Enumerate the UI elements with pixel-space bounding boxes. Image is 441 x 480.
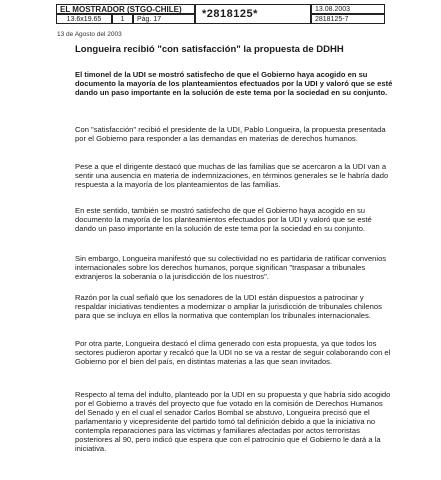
article-dateline: 13 de Agosto del 2003 — [57, 31, 122, 38]
publication-name: EL MOSTRADOR (STGO-CHILE) — [56, 4, 195, 14]
article-paragraph: Razón por la cual señaló que los senadores de la UDI están dispuestos a patrocinar y respaldar iniciativas tendientes a modernizar o ampliar la jurisdicción de tribunales chilenos para que se incluya en ellos la normativa que contemplan los tribunales internacionales. — [75, 293, 382, 320]
article-paragraph: Respecto al tema del indulto, planteado por la UDI en su propuesta y que habría sido acogido por el Gobierno a través del proyecto que fue votado en la comisión de Derechos Humanos del Senado y en el cual el senador Carlos Bombal se abstuvo, Longueira precisó que el parlamentario y vicepresidente del partido tomó tal definición debido a que la iniciativa no contempla reparaciones para las víctimas y familiares afectadas por actos terroristas posteriores al 90, pero indicó que espera que con el patrocinio que el Gobierno le dará a la iniciativa. — [75, 390, 391, 453]
article-paragraph: Pese a que el dirigente destacó que muchas de las familias que se acercaron a la UDI van a sentir una ausencia en materia de indemnizaciones, en términos generales se le habría dado respuesta a la mayoría de los planteamientos de las familias. — [75, 162, 389, 189]
article-title: Longueira recibió "con satisfacción" la propuesta de DDHH — [75, 44, 344, 55]
column-number: 1 — [112, 14, 133, 24]
article-lead: El timonel de la UDI se mostró satisfecho de que el Gobierno haya acogido en su documento la mayoría de los planteamientos efectuados por la UDI y valoró que se esté dando un paso importante en la solución de este tema por la sociedad en su conjunto. — [75, 70, 393, 97]
clipping-date: 13.08.2003 — [311, 4, 385, 14]
article-paragraph: Con "satisfacción" recibió el presidente de la UDI, Pablo Longueira, la propuesta presentada por el Gobierno para responder a las demandas en materias de derechos humanos. — [75, 125, 386, 143]
article-paragraph: En este sentido, también se mostró satisfecho de que el Gobierno haya acogido en su documento la mayoría de los planteamientos efectuados por la UDI y valoró que se esté dando un paso importante en la solución de este tema por la sociedad en su conjunto. — [75, 206, 372, 233]
clipping-reference: 2818125-7 — [311, 14, 385, 24]
article-paragraph: Por otra parte, Longueira destacó el clima generado con esta propuesta, ya que todos los sectores pudieron aportar y recalcó que la UDI no se va a restar de seguir colaborando con el Gobierno por el bien del país, en distintas materias a las que sean invitados. — [75, 339, 391, 366]
clipping-dimensions: 13.6x19.65 — [56, 14, 112, 24]
clipping-code: *2818125* — [195, 4, 311, 24]
page-number: Pág. 17 — [133, 14, 195, 24]
article-paragraph: Sin embargo, Longueira manifestó que su colectividad no es partidaria de ratificar convenios internacionales sobre los derechos humanos, porque significan "traspasar a tribunales extranjeros la soberanía o la jurisdicción de los nuestros". — [75, 254, 387, 281]
